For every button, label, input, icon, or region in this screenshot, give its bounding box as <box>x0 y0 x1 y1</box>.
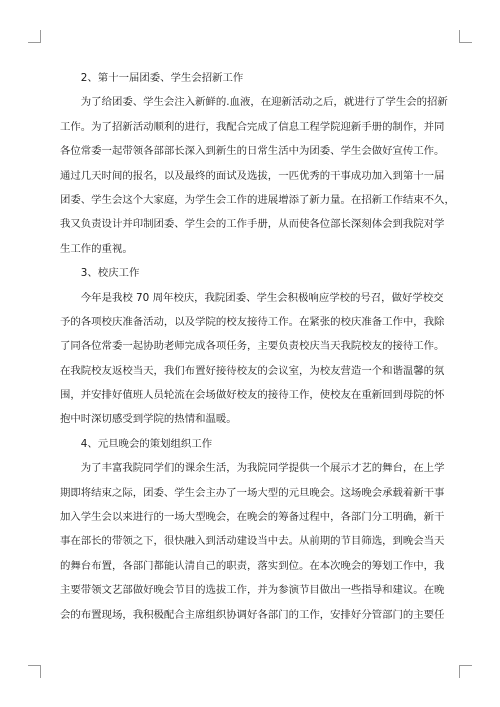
paragraph-line: 团委、学生会这个大家庭，为学生会工作的进展增添了新力量。在招新工作结束不久， <box>60 193 455 206</box>
paragraph-line: 主要带领文艺部做好晚会节目的选拔工作，并为参演节目做出一些指导和建议。在晚 <box>60 584 445 597</box>
crop-mark-bottom-right <box>459 665 472 678</box>
document-body <box>60 66 455 627</box>
paragraph-line: 生工作的重视。 <box>60 242 133 255</box>
section-anniversary <box>60 261 445 432</box>
paragraph-line: 期即将结束之际，团委、学生会主办了一场大型的元旦晚会。这场晚会承载着新干事 <box>60 486 445 499</box>
paragraph-line: 事在部长的带领之下，很快融入到活动建设当中去。从前期的节目筛选，到晚会当天 <box>60 535 445 548</box>
section-heading: 4、元旦晚会的策划组织工作 <box>80 437 213 450</box>
paragraph-line: 抱中时深切感受到学院的热情和温暖。 <box>60 413 237 426</box>
crop-mark-top-right <box>459 30 472 43</box>
section-new-year-gala <box>60 432 445 627</box>
paragraph-line: 我又负责设计并印制团委、学生会的工作手册，从而使各位部长深刻体会到我院对学 <box>60 218 445 231</box>
paragraph-line: 围，并安排好值班人员轮流在会场做好校友的接待工作，使校友在重新回到母院的怀 <box>60 389 445 402</box>
paragraph-line: 为了丰富我院同学们的课余生活，为我院同学提供一个展示才艺的舞台，在上学 <box>80 462 445 475</box>
paragraph-line: 为了给团委、学生会注入新鲜的.血液，在迎新活动之后，就进行了学生会的招新 <box>80 96 448 109</box>
paragraph-line: 会的布置现场，我积极配合主席组织协调好各部门的工作，安排好分管部门的主要任 <box>60 608 445 621</box>
paragraph-line: 在我院校友返校当天，我们布置好接待校友的会议室，为校友营造一个和谐温馨的氛 <box>60 364 445 377</box>
paragraph-line: 今年是我校 70 周年校庆，我院团委、学生会积极响应学校的号召，做好学校交 <box>80 291 444 304</box>
paragraph-line: 各位常委一起带领各部部长深入到新生的日常生活中为团委、学生会做好宣传工作。 <box>60 145 445 158</box>
section-heading: 2、第十一届团委、学生会招新工作 <box>80 72 244 84</box>
section-heading: 3、校庆工作 <box>80 267 140 280</box>
section-paragraph <box>60 286 445 432</box>
paragraph-line: 的舞台布置，各部门都能认清自己的职责，落实到位。在本次晚会的筹划工作中，我 <box>60 559 445 572</box>
paragraph-line: 加入学生会以来进行的一场大型晚会，在晚会的筹备过程中，各部门分工明确，新干 <box>60 511 445 524</box>
section-recruitment <box>60 66 455 261</box>
crop-mark-bottom-left <box>28 665 41 678</box>
paragraph-line: 予的各项校庆准备活动，以及学院的校友接待工作。在紧张的校庆准备工作中，我除 <box>60 315 445 328</box>
section-paragraph <box>60 90 455 261</box>
paragraph-line: 通过几天时间的报名，以及最终的面试及选拔，一匹优秀的干事成功加入到第十一届 <box>60 169 445 182</box>
paragraph-line: 工作。为了招新活动顺利的进行，我配合完成了信息工程学院迎新手册的制作，并同 <box>60 120 445 133</box>
section-paragraph <box>60 456 445 627</box>
crop-mark-top-left <box>28 30 41 43</box>
paragraph-line: 了同各位常委一起协助老师完成各项任务，主要负责校庆当天我院校友的接待工作。 <box>60 340 445 353</box>
